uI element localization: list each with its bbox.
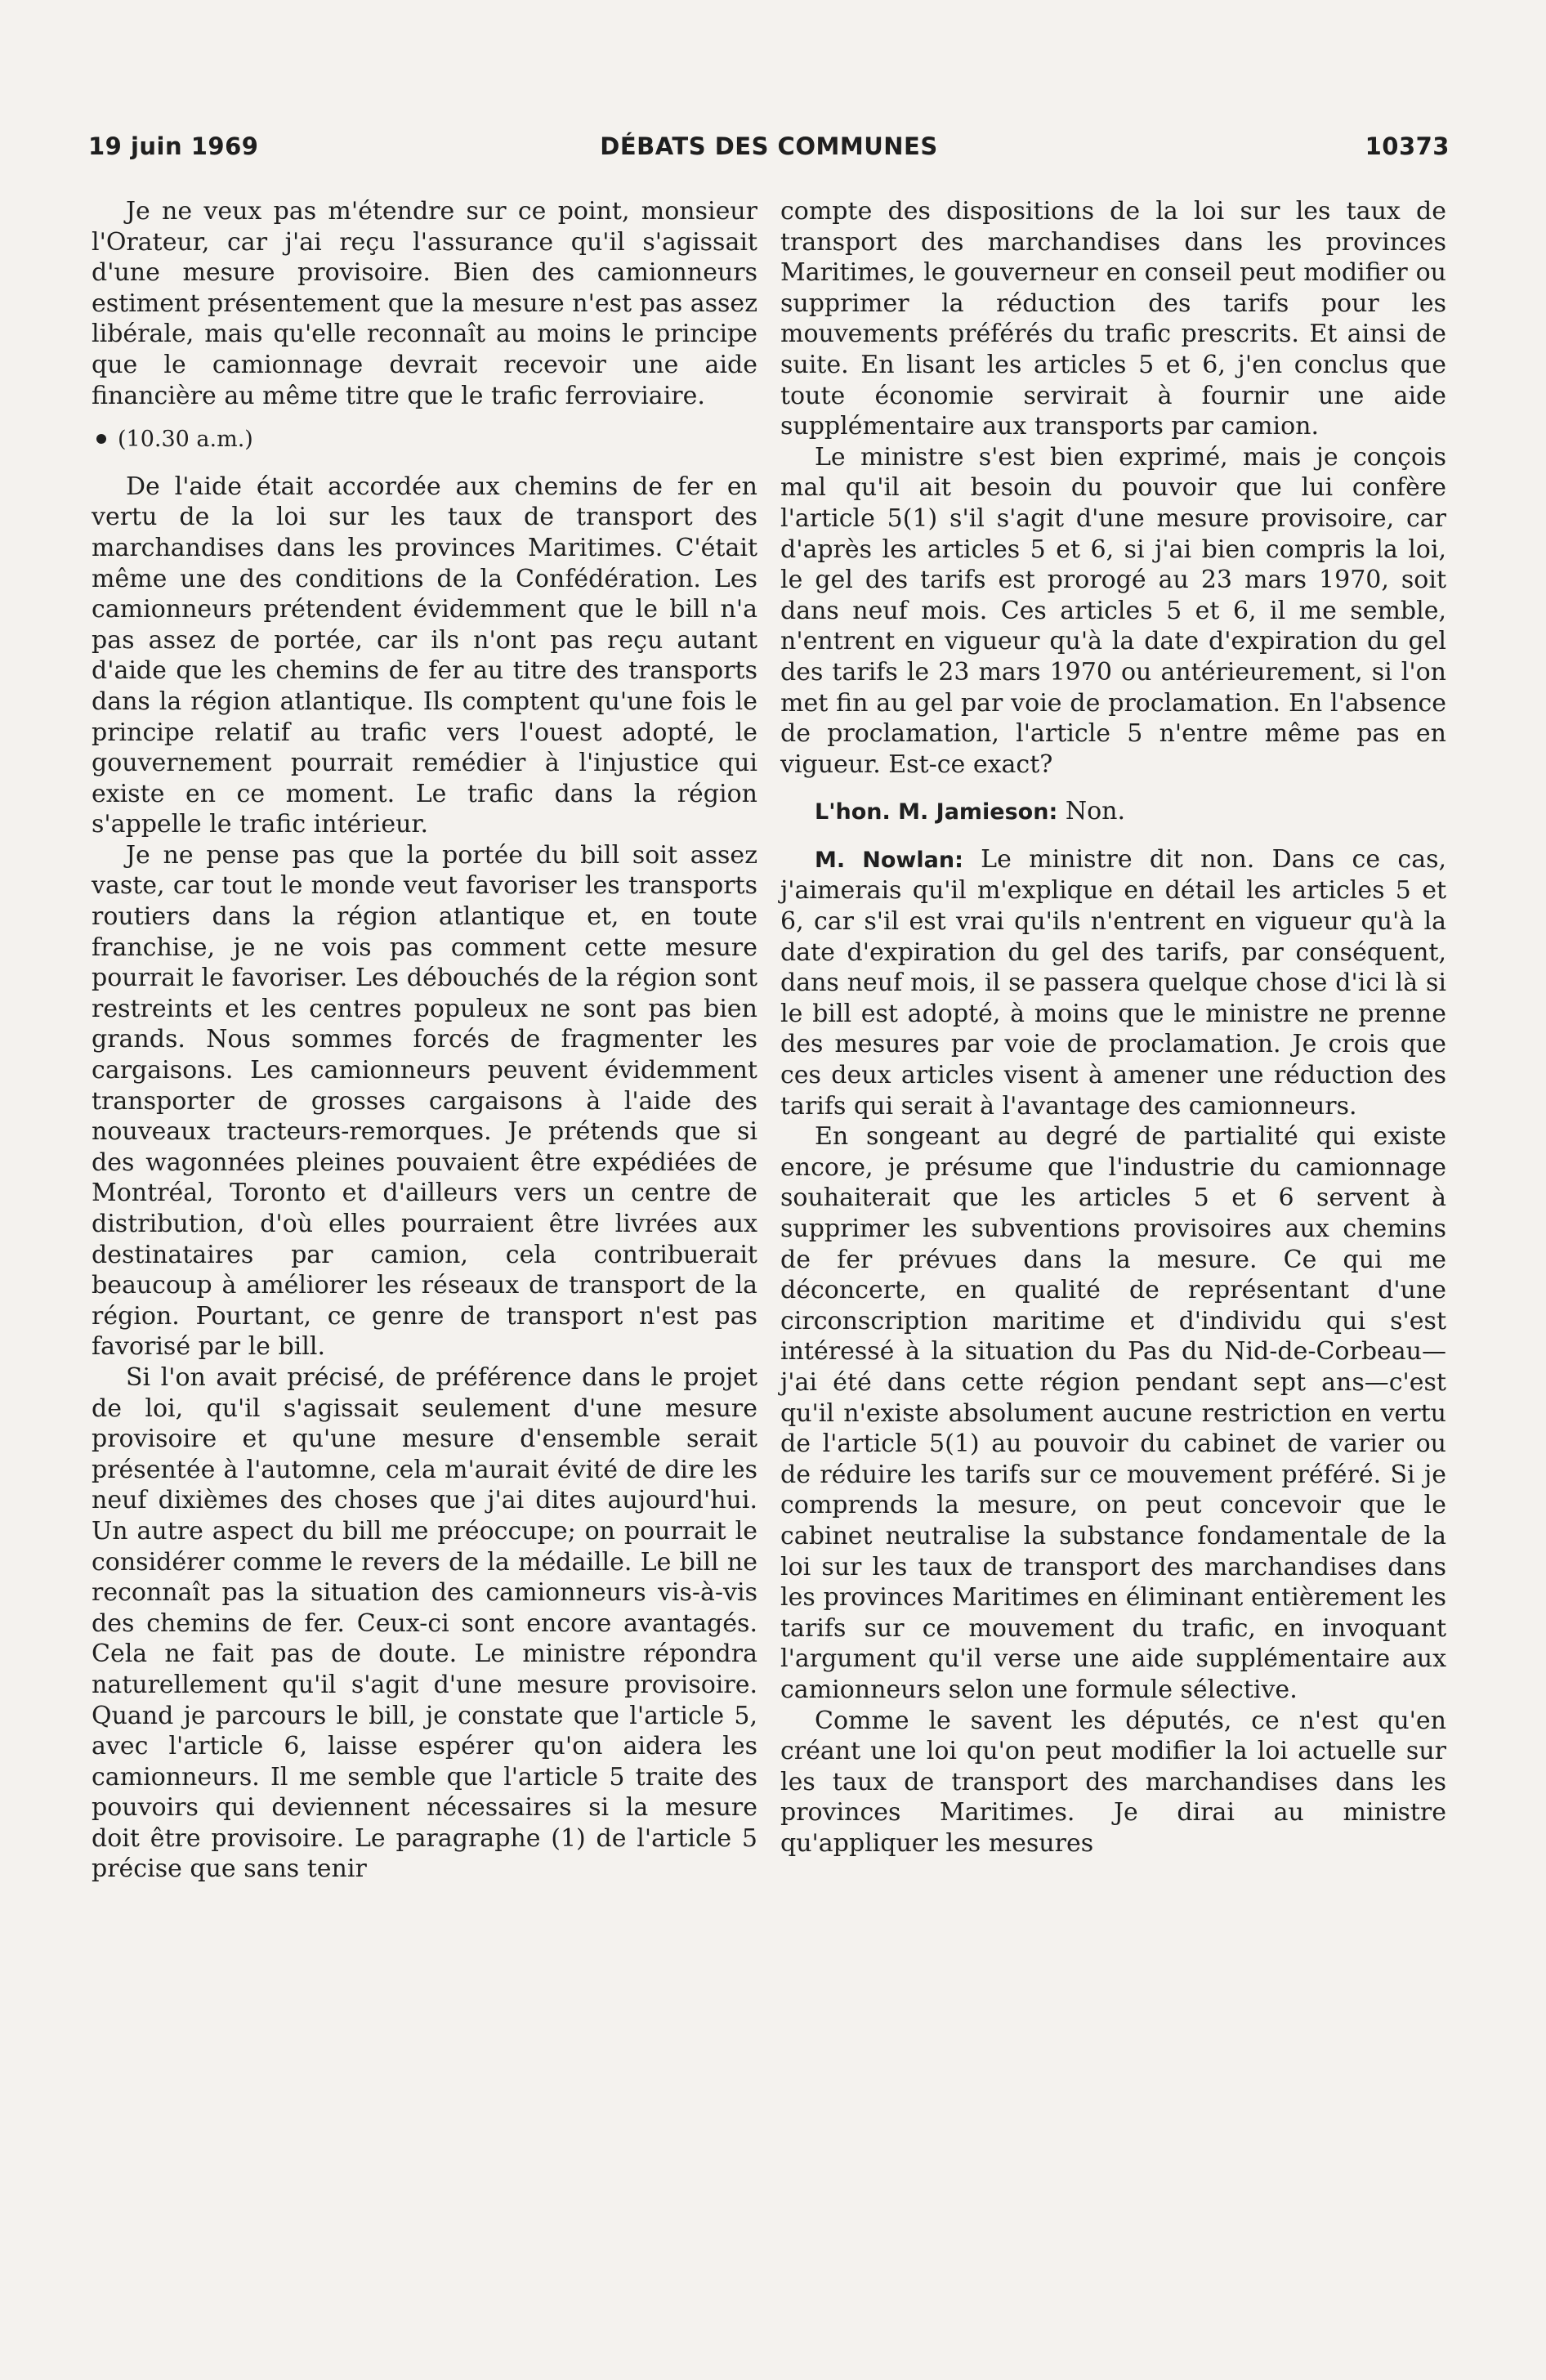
speaker-name: M. Nowlan:	[815, 847, 963, 873]
speech-block	[780, 796, 1446, 828]
page-number: 10373	[1365, 132, 1450, 160]
speech-text: Le ministre dit non. Dans ce cas, j'aimerais qu'il m'explique en détail les articles 5 et 6, car s'il est vrai qu'ils n'entrent en vigueur qu'à la date d'expiration du gel des tarifs, par conséquent, dans neuf mois, il se passera quelque chose d'ici là si le bill est adopté, à moins que le ministre ne prenne des mesures par voie de proclamation. Je crois que ces deux articles visent à amener une réduction des tarifs qui serait à l'avantage des camionneurs.	[780, 844, 1447, 1121]
paragraph: Si l'on avait précisé, de préférence dans le projet de loi, qu'il s'agissait seulement d'une mesure provisoire et qu'une mesure d'ensemble serait présentée à l'automne, cela m'aurait évité de dire les neuf dixièmes des choses que j'ai dites aujourd'hui. Un autre aspect du bill me préoccupe; on pourrait le considérer comme le revers de la médaille. Le bill ne reconnaît pas la situation des camionneurs vis-à-vis des chemins de fer. Ceux-ci sont encore avantagés. Cela ne fait pas de doute. Le ministre répondra naturellement qu'il s'agit d'une mesure provisoire. Quand je parcours le bill, je constate que l'article 5, avec l'article 6, laisse espérer qu'on aidera les camionneurs. Il me semble que l'article 5 traite des pouvoirs qui deviennent nécessaires si la mesure doit être provisoire. Le paragraphe (1) de l'article 5 précise que sans tenir	[92, 1362, 757, 1884]
bullet-icon	[96, 434, 106, 444]
header-title: DÉBATS DES COMMUNES	[600, 132, 938, 160]
paragraph: Comme le savent les députés, ce n'est qu'en créant une loi qu'on peut modifier la loi actuelle sur les taux de transport des marchandises dans les provinces Maritimes. Je dirai au ministre qu'appliquer les mesures	[780, 1706, 1446, 1858]
right-column	[780, 196, 1446, 1859]
speaker-name: L'hon. M. Jamieson:	[815, 799, 1058, 825]
paragraph: De l'aide était accordée aux chemins de fer en vertu de la loi sur les taux de transport des marchandises dans les provinces Maritimes. C'était même une des conditions de la Confédération. Les camionneurs prétendent évidemment que le bill n'a pas assez de portée, car ils n'ont pas reçu autant d'aide que les chemins de fer au titre des transports dans la région atlantique. Ils comptent qu'une fois le principe relatif au trafic vers l'ouest adopté, le gouvernement pourrait remédier à l'injustice qui existe en ce moment. Le trafic dans la région s'appelle le trafic intérieur.	[92, 472, 757, 839]
header-date: 19 juin 1969	[88, 132, 259, 160]
paragraph: Je ne veux pas m'étendre sur ce point, monsieur l'Orateur, car j'ai reçu l'assurance qu'il s'agissait d'une mesure provisoire. Bien des camionneurs estiment présentement que la mesure n'est pas assez libérale, mais qu'elle reconnaît au moins le principe que le camionnage devrait recevoir une aide financière au même titre que le trafic ferroviaire.	[92, 197, 757, 410]
paragraph: compte des dispositions de la loi sur les taux de transport des marchandises dans les provinces Maritimes, le gouverneur en conseil peut modifier ou supprimer la réduction des tarifs pour les mouvements préférés du trafic prescrits. Et ainsi de suite. En lisant les articles 5 et 6, j'en conclus que toute économie servirait à fournir une aide supplémentaire aux transports par camion.	[780, 197, 1446, 441]
paragraph: En songeant au degré de partialité qui existe encore, je présume que l'industrie du camionnage souhaiterait que les articles 5 et 6 servent à supprimer les subventions provisoires aux chemins de fer prévues dans la mesure. Ce qui me déconcerte, en qualité de représentant d'une circonscription maritime et d'individu qui s'est intéressé à la situation du Pas du Nid-de-Corbeau—j'ai été dans cette région pendant sept ans—c'est qu'il n'existe absolument aucune restriction en vertu de l'article 5(1) au pouvoir du cabinet de varier ou de réduire les tarifs sur ce mouvement préféré. Si je comprends la mesure, on peut concevoir que le cabinet neutralise la substance fondamentale de la loi sur les taux de transport des marchandises dans les provinces Maritimes en éliminant entièrement les tarifs sur ce mouvement du trafic, en invoquant l'argument qu'il verse une aide supplémentaire aux camionneurs selon une formule sélective.	[780, 1122, 1446, 1704]
speech-text: Non.	[1065, 797, 1125, 826]
time-marker-text: (10.30 a.m.)	[118, 427, 253, 453]
page-header	[88, 132, 1450, 173]
speech-block	[780, 844, 1446, 1121]
left-column	[92, 196, 757, 1885]
time-marker	[92, 424, 757, 455]
paragraph: Le ministre s'est bien exprimé, mais je conçois mal qu'il ait besoin du pouvoir que lui confère l'article 5(1) s'il s'agit d'une mesure provisoire, car d'après les articles 5 et 6, si j'ai bien compris la loi, le gel des tarifs est prorogé au 23 mars 1970, soit dans neuf mois. Ces articles 5 et 6, il me semble, n'entrent en vigueur qu'à la date d'expiration du gel des tarifs le 23 mars 1970 ou antérieurement, si l'on met fin au gel par voie de proclamation. En l'absence de proclamation, l'article 5 n'entre même pas en vigueur. Est-ce exact?	[780, 442, 1446, 779]
paragraph: Je ne pense pas que la portée du bill soit assez vaste, car tout le monde veut favoriser les transports routiers dans la région atlantique et, en toute franchise, je ne vois pas comment cette mesure pourrait le favoriser. Les débouchés de la région sont restreints et les centres populeux ne sont pas bien grands. Nous sommes forcés de fragmenter les cargaisons. Les camionneurs peuvent évidemment transporter de grosses cargaisons à l'aide des nouveaux tracteurs-remorques. Je prétends que si des wagonnées pleines pouvaient être expédiées de Montréal, Toronto et d'ailleurs vers un centre de distribution, d'où elles pourraient être livrées aux destinataires par camion, cela contribuerait beaucoup à améliorer les réseaux de transport de la région. Pourtant, ce genre de transport n'est pas favorisé par le bill.	[92, 840, 757, 1362]
